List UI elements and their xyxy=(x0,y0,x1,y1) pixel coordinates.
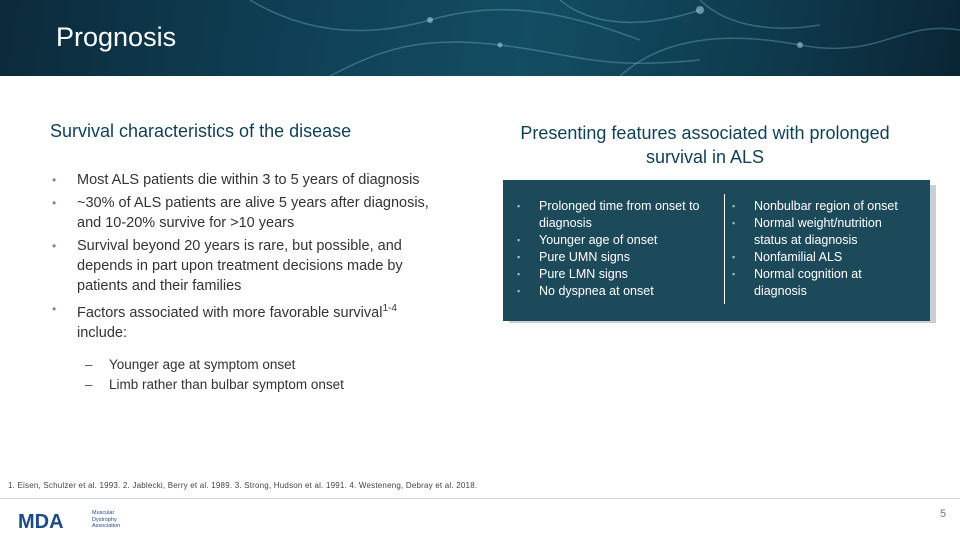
header-banner xyxy=(0,0,960,76)
column-divider xyxy=(724,194,725,304)
left-bullet-list xyxy=(52,170,447,346)
references: 1. Eisen, Schulzer et al. 1993. 2. Jablecki, Berry et al. 1989. 3. Strong, Hudson et al. 1991. 4. Westeneng, Debray et al. 2018. xyxy=(8,481,478,490)
mda-logo xyxy=(18,510,86,532)
page-number: 5 xyxy=(940,508,947,520)
list-item: • ~30% of ALS patients are alive 5 years after diagnosis, and 10-20% survive for >10 years xyxy=(52,193,447,233)
right-section-heading: Presenting features associated with prolonged survival in ALS xyxy=(520,123,890,167)
list-item: ▪ Prolonged time from onset to diagnosis xyxy=(517,198,707,232)
list-item: – Limb rather than bulbar symptom onset xyxy=(85,375,344,395)
left-section-heading: Survival characteristics of the disease xyxy=(50,121,352,141)
list-item: ▪ Pure UMN signs xyxy=(517,249,707,266)
logo-mark: MDA xyxy=(18,511,64,532)
features-column-2 xyxy=(732,198,917,300)
list-item: ▪ Normal cognition at diagnosis xyxy=(732,266,917,300)
list-item: ▪ Normal weight/nutrition status at diagnosis xyxy=(732,215,917,249)
list-item: ▪ Nonfamilial ALS xyxy=(732,249,917,266)
list-item: – Younger age at symptom onset xyxy=(85,355,344,375)
list-item: ▪ Pure LMN signs xyxy=(517,266,707,283)
list-item: ▪ Nonbulbar region of onset xyxy=(732,198,917,215)
features-panel xyxy=(503,180,930,321)
list-item: • Factors associated with more favorable survival$^{1-4}$ include: xyxy=(52,299,447,343)
footer-divider xyxy=(0,498,960,499)
features-column-1 xyxy=(517,198,707,300)
slide-title: Prognosis xyxy=(56,22,177,52)
logo-wordmark: Muscular Dystrophy Association xyxy=(92,510,121,529)
left-sub-bullet-list xyxy=(85,355,344,395)
list-item: • Most ALS patients die within 3 to 5 years of diagnosis xyxy=(52,170,447,190)
list-item: • Survival beyond 20 years is rare, but possible, and depends in part upon treatment decisions made by patients and their families xyxy=(52,236,447,296)
list-item: ▪ Younger age of onset xyxy=(517,232,707,249)
list-item: ▪ No dyspnea at onset xyxy=(517,283,707,300)
citation-superscript: 1-4 xyxy=(382,303,397,314)
